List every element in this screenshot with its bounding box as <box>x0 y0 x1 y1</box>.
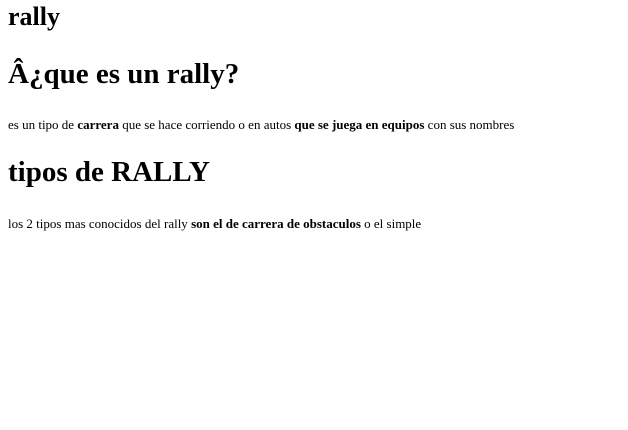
text-segment: que se hace corriendo o en autos <box>118 117 295 132</box>
bold-carrera: carrera <box>77 117 119 132</box>
paragraph-rally-types <box>8 217 421 230</box>
text-segment: es un tipo de <box>8 117 78 132</box>
text-segment: con sus nombres <box>424 117 515 132</box>
heading-what-is-rally: Â¿que es un rally? <box>8 58 240 90</box>
text-segment: o el simple <box>360 216 422 231</box>
bold-equipos: que se juega en equipos <box>294 117 425 132</box>
bold-obstaculos: son el de carrera de obstaculos <box>191 216 361 231</box>
site-title: rally <box>8 2 60 31</box>
text-segment: los 2 tipos mas conocidos del rally <box>8 216 192 231</box>
paragraph-what-is-rally <box>8 118 514 131</box>
heading-rally-types: tipos de RALLY <box>8 156 210 188</box>
